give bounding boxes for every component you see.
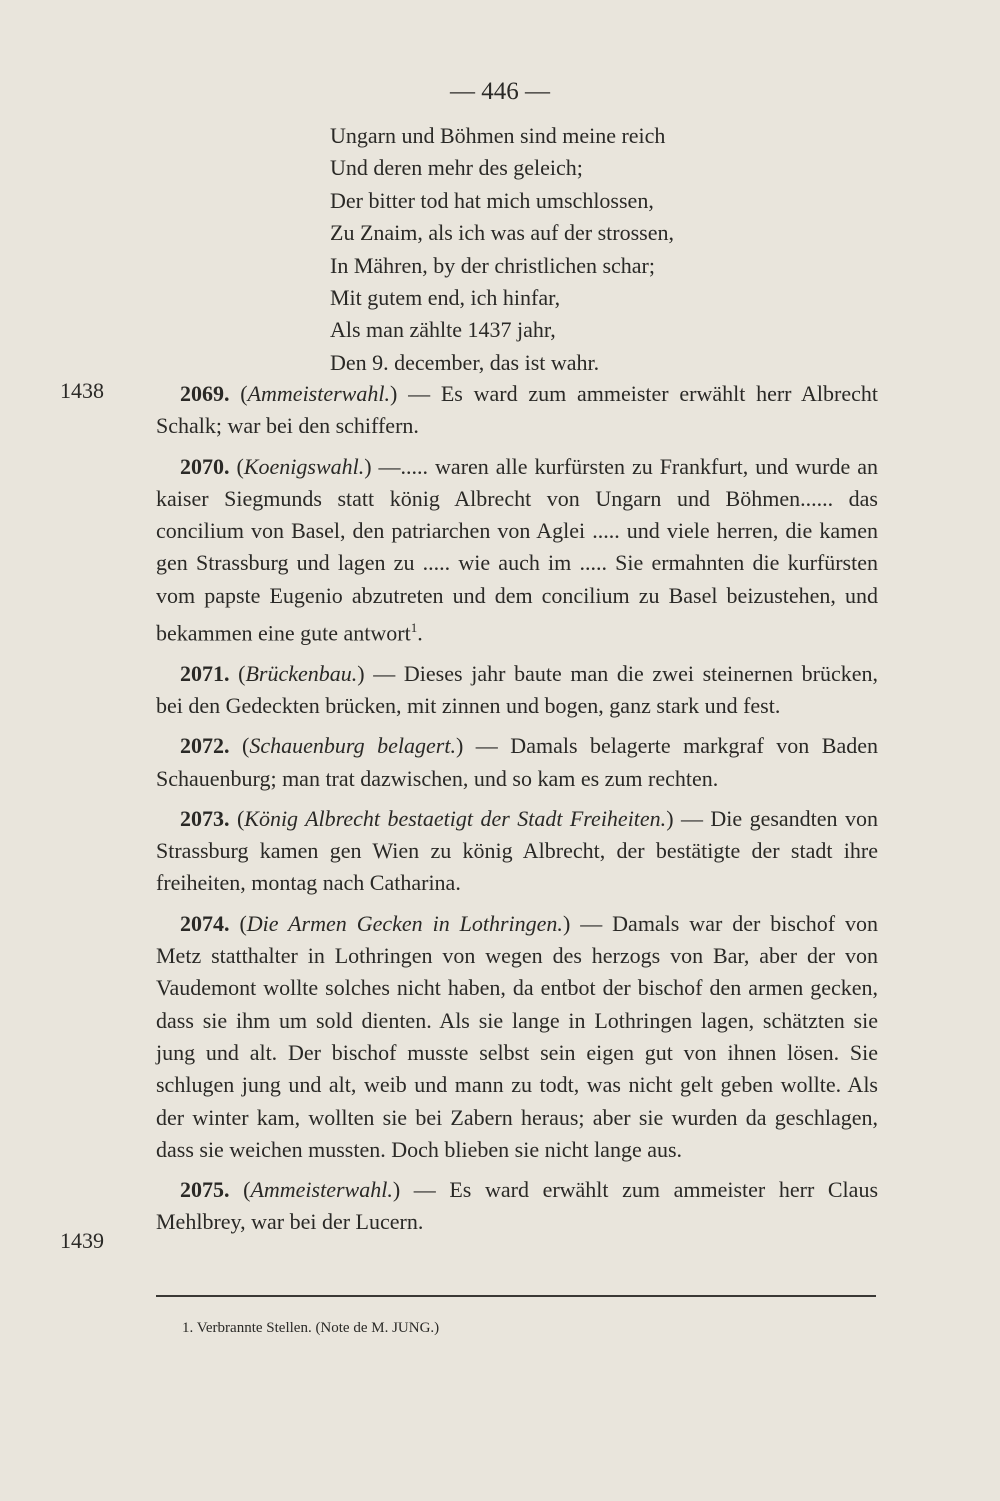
- entry-title: Die Armen Gecken in Lothringen.: [246, 910, 563, 936]
- entry-2070: 2070. (Koenigswahl.) —..... waren alle kurfürsten zu Frankfurt, und wurde an kaiser Siegmunds statt könig Albrecht von Ungarn und Böhmen...... das concilium von Basel, den patriarchen von Aglei ..... und viele herren, die kamen gen Strassburg und lagen zu ..... wie auch im ..... Sie ermahnten die kurfürsten vom papste Eugenio abzutreten und dem concilium zu Basel beizustehen, und bekammen eine gute antwort$^1$.: [156, 453, 879, 646]
- entry-title: Koenigswahl.: [243, 453, 365, 479]
- entry-text: —..... waren alle kurfürsten zu Frankfurt, und wurde an kaiser Siegmunds statt könig Albrecht von Ungarn und Böhmen...... das concilium von Basel, den patriarchen von Aglei ..... und viele herren, die kamen gen Strassburg und lagen zu ..... wie auch im ..... Sie ermahnten die kurfürsten vom papste Eugenio abzutreten und dem concilium zu Basel beizustehen, und bekammen eine gute antwort: [156, 453, 879, 646]
- verse-line: Und deren mehr des geleich;: [330, 155, 583, 181]
- entry-number: 2074.: [180, 910, 230, 936]
- verse-block: [330, 120, 674, 379]
- entry-2075: 2075. (Ammeisterwahl.) — Es ward erwählt zum ammeister herr Claus Mehlbrey, war bei der Lucern.: [156, 1177, 879, 1235]
- entry-number: 2070.: [180, 453, 230, 479]
- margin-year: 1438: [60, 378, 104, 403]
- entry-2069: 2069. (Ammeisterwahl.) — Es ward zum ammeister erwählt herr Albrecht Schalk; war bei den schiffern.: [156, 381, 879, 439]
- footnote-marker: 1: [410, 620, 418, 636]
- entry-title: König Albrecht bestaetigt der Stadt Freiheiten.: [244, 805, 667, 831]
- entry-2074: 2074. (Die Armen Gecken in Lothringen.) — Damals war der bischof von Metz statthalter in Lothringen von wegen des herzogs von Bar, aber der von Vaudemont wollte solches nicht haben, da entbot der bischof den armen gecken, dass sie ihm um sold dienten. Als sie lange in Lothringen lagen, schätzten sie jung und alt. Der bischof musste selbst sein eigen gut von ihnen lösen. Sie schlugen jung und alt, weib und mann zu todt, was nicht gelt geben wollte. Als der winter kam, wollten sie bei Zabern heraus; aber sie wurden da geschlagen, dass sie weichen mussten. Doch blieben sie nicht lange aus.: [156, 910, 878, 1162]
- entry-number: 2071.: [180, 660, 230, 686]
- entry-title: Ammeisterwahl.: [247, 381, 390, 406]
- verse-line: Mit gutem end, ich hinfar,: [330, 285, 561, 311]
- entry-2073: 2073. (König Albrecht bestaetigt der Stadt Freiheiten.) — Die gesandten von Strassburg kamen gen Wien zu könig Albrecht, der bestätigte der stadt ihre freiheiten, montag nach Catharina.: [156, 805, 878, 896]
- entry-text: — Damals belagerte markgraf von Baden Schauenburg; man trat dazwischen, und so kam es zum rechten.: [156, 733, 878, 791]
- entry-number: 2069.: [180, 381, 230, 406]
- margin-year: 1439: [60, 1228, 104, 1253]
- verse-line: Den 9. december, das ist wahr.: [330, 349, 600, 375]
- chronicle-body: [156, 378, 878, 1247]
- entry-title: Schauenburg belagert.: [249, 733, 456, 759]
- verse-line: Ungarn und Böhmen sind meine reich: [330, 123, 666, 148]
- entry-2071: 2071. (Brückenbau.) — Dieses jahr baute man die zwei steinernen brücken, bei den Gedeckten brücken, mit zinnen und bogen, ganz stark und fest.: [156, 660, 879, 718]
- verse-line: Der bitter tod hat mich umschlossen,: [330, 187, 654, 213]
- entry-number: 2075.: [180, 1177, 230, 1203]
- page-number: — 446 —: [450, 78, 550, 105]
- entry-text: — Es ward erwählt zum ammeister herr Claus Mehlbrey, war bei der Lucern.: [156, 1177, 879, 1235]
- footnote-divider: [156, 1295, 876, 1297]
- entry-title: Ammeisterwahl.: [250, 1177, 393, 1203]
- verse-line: In Mähren, by der christlichen schar;: [330, 252, 655, 278]
- verse-line: Als man zählte 1437 jahr,: [330, 317, 556, 343]
- entry-text: — Die gesandten von Strassburg kamen gen Wien zu könig Albrecht, der bestätigte der stadt ihre freiheiten, montag nach Catharina.: [156, 805, 878, 896]
- entry-text: — Es ward zum ammeister erwählt herr Albrecht Schalk; war bei den schiffern.: [156, 381, 879, 439]
- entry-number: 2073.: [180, 805, 230, 831]
- verse-line: Zu Znaim, als ich was auf der strossen,: [330, 220, 674, 246]
- entry-text: — Damals war der bischof von Metz statthalter in Lothringen von wegen des herzogs von Bar, aber der von Vaudemont wollte solches nicht haben, da entbot der bischof den armen gecken, dass sie ihm um sold dienten. Als sie lange in Lothringen lagen, schätzten sie jung und alt. Der bischof musste selbst sein eigen gut von ihnen lösen. Sie schlugen jung und alt, weib und mann zu todt, was nicht gelt geben wollte. Als der winter kam, wollten sie bei Zabern heraus; aber sie wurden da geschlagen, dass sie weichen mussten. Doch blieben sie nicht lange aus.: [156, 910, 878, 1162]
- footnote: 1. Verbrannte Stellen. (Note de M. JUNG.): [182, 1320, 440, 1336]
- entry-number: 2072.: [180, 733, 230, 759]
- entry-text: — Dieses jahr baute man die zwei steinernen brücken, bei den Gedeckten brücken, mit zinnen und bogen, ganz stark und fest.: [156, 660, 879, 718]
- entry-title: Brückenbau.: [245, 660, 358, 686]
- entry-2072: 2072. (Schauenburg belagert.) — Damals belagerte markgraf von Baden Schauenburg; man trat dazwischen, und so kam es zum rechten.: [156, 733, 878, 791]
